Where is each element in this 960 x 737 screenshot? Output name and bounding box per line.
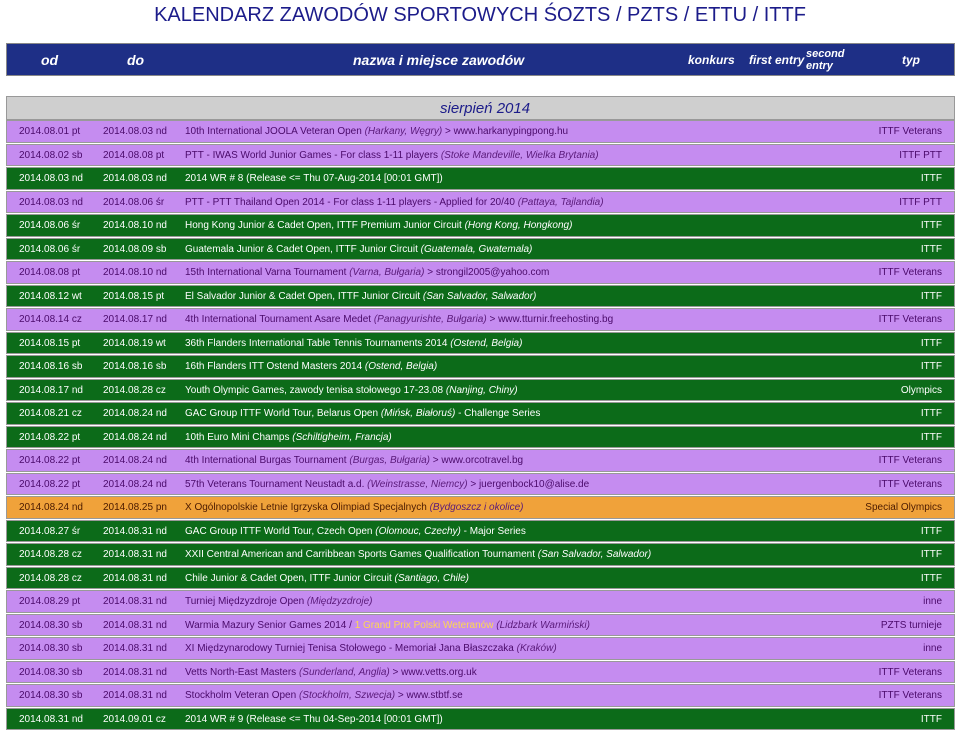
event-location: (Olomouc, Czechy) <box>375 525 461 537</box>
event-table <box>6 120 955 731</box>
table-row <box>6 120 955 143</box>
event-location: (Ostend, Belgia) <box>450 337 523 349</box>
table-row <box>6 144 955 167</box>
event-name: Guatemala Junior & Cadet Open, ITTF Junior Circuit <box>185 243 418 255</box>
date-from: 2014.08.24 nd <box>19 502 83 513</box>
event-cell <box>185 215 572 236</box>
event-name: PTT - PTT Thailand Open 2014 - For class 1-11 players - Applied for 20/40 <box>185 196 515 208</box>
table-row <box>6 167 955 190</box>
table-row <box>6 332 955 355</box>
event-name: Turniej Międzyzdroje Open <box>185 596 305 607</box>
event-cell <box>185 356 437 377</box>
event-cell <box>185 497 524 518</box>
date-to: 2014.08.10 nd <box>103 220 167 231</box>
event-name: 2014 WR # 9 (Release <= Thu 04-Sep-2014 [00:01 GMT]) <box>185 713 443 725</box>
header-do: do <box>127 51 145 68</box>
header-od: od <box>41 51 59 68</box>
event-type: ITTF Veterans <box>878 126 942 137</box>
table-row <box>6 285 955 308</box>
event-location: (San Salvador, Salwador) <box>422 290 537 302</box>
date-from: 2014.08.15 pt <box>19 337 81 349</box>
table-row <box>6 261 955 284</box>
event-name: Youth Olympic Games, zawody tenisa stołowego 17-23.08 <box>185 384 444 396</box>
date-from: 2014.08.22 pt <box>19 431 81 443</box>
event-cell <box>185 638 557 659</box>
event-name: El Salvador Junior & Cadet Open, ITTF Junior Circuit <box>185 290 421 302</box>
event-location: (Santiago, Chile) <box>394 572 470 584</box>
event-location: (Nanjing, Chiny) <box>445 384 518 396</box>
event-name: 4th International Tournament Asare Medet <box>185 314 372 325</box>
event-name: Stockholm Veteran Open <box>185 690 297 701</box>
event-type: ITTF <box>920 173 942 184</box>
date-from: 2014.08.22 pt <box>19 478 81 490</box>
event-location: (Weinstrasse, Niemcy) <box>367 478 468 490</box>
event-cell <box>185 709 443 730</box>
event-type: ITTF PTT <box>899 149 942 161</box>
date-from: 2014.08.16 sb <box>19 361 83 372</box>
date-from: 2014.08.06 śr <box>19 243 81 255</box>
event-name: 2014 WR # 8 (Release <= Thu 07-Aug-2014 [00:01 GMT]) <box>185 173 443 184</box>
date-from: 2014.08.17 nd <box>19 384 83 396</box>
date-from: 2014.08.28 cz <box>19 549 82 560</box>
table-header <box>6 43 955 76</box>
date-from: 2014.08.30 sb <box>19 619 83 631</box>
event-type: ITTF <box>920 431 942 443</box>
table-row <box>6 567 955 590</box>
event-cell <box>185 145 599 166</box>
date-from: 2014.08.30 sb <box>19 666 83 678</box>
event-type: ITTF Veterans <box>878 478 942 490</box>
header-typ: typ <box>902 52 920 67</box>
date-from: 2014.08.28 cz <box>19 572 82 584</box>
table-row <box>6 637 955 660</box>
table-row <box>6 708 955 731</box>
date-to: 2014.08.15 pt <box>103 290 165 302</box>
date-to: 2014.08.31 nd <box>103 666 167 678</box>
event-cell <box>185 568 469 589</box>
date-to: 2014.08.24 nd <box>103 408 167 419</box>
event-name: 10th Euro Mini Champs <box>185 431 290 443</box>
event-type: ITTF <box>920 361 942 372</box>
header-second-line2: entry <box>806 59 833 72</box>
date-from: 2014.08.21 cz <box>19 408 82 419</box>
date-to: 2014.08.09 sb <box>103 243 167 255</box>
event-location: (Międzyzdroje) <box>306 596 373 607</box>
event-highlight: 1 Grand Prix Polski Weteranów <box>354 619 494 631</box>
table-row <box>6 684 955 707</box>
page-title: KALENDARZ ZAWODÓW SPORTOWYCH ŚOZTS / PZTS / ETTU / ITTF <box>154 4 806 26</box>
event-link[interactable]: > www.tturnir.freehosting.bg <box>486 314 614 325</box>
event-link[interactable]: > www.stbtf.se <box>395 690 463 701</box>
event-cell <box>185 427 392 448</box>
event-type: ITTF <box>920 408 942 419</box>
event-location: (Sunderland, Anglia) <box>298 666 390 678</box>
event-cell <box>185 239 532 260</box>
table-row <box>6 238 955 261</box>
date-from: 2014.08.01 pt <box>19 126 81 137</box>
event-name: 36th Flanders International Table Tennis Tournaments 2014 <box>185 337 448 349</box>
event-name: XI Międzynarodowy Turniej Tenisa Stołowego - Memoriał Jana Błaszczaka <box>185 643 514 654</box>
table-row <box>6 520 955 543</box>
event-type: ITTF Veterans <box>878 690 942 701</box>
date-to: 2014.08.28 cz <box>103 384 166 396</box>
event-cell <box>185 521 526 542</box>
event-type: ITTF <box>920 220 942 231</box>
date-to: 2014.08.19 wt <box>103 337 166 349</box>
date-to: 2014.08.10 nd <box>103 267 167 278</box>
table-row <box>6 379 955 402</box>
event-type: PZTS turnieje <box>880 619 942 631</box>
event-type: ITTF PTT <box>899 196 942 208</box>
date-to: 2014.08.24 nd <box>103 478 167 490</box>
event-type: ITTF Veterans <box>878 314 942 325</box>
event-type: ITTF <box>920 549 942 560</box>
event-location: (San Salvador, Salwador) <box>537 549 652 560</box>
event-cell <box>185 262 549 283</box>
event-name: Chile Junior & Cadet Open, ITTF Junior Circuit <box>185 572 392 584</box>
event-name: PTT - IWAS World Junior Games - For class 1-11 players <box>185 149 439 161</box>
event-type: Special Olympics <box>865 502 942 513</box>
date-from: 2014.08.03 nd <box>19 173 83 184</box>
event-type: ITTF Veterans <box>878 267 942 278</box>
header-second-entry <box>806 44 845 75</box>
event-cell <box>185 474 589 495</box>
event-location: (Guatemala, Gwatemala) <box>420 243 533 255</box>
event-location: (Hong Kong, Hongkong) <box>464 220 573 231</box>
event-location: (Pattaya, Tajlandia) <box>517 196 604 208</box>
date-to: 2014.08.31 nd <box>103 596 167 607</box>
event-location: (Stockholm, Szwecja) <box>298 690 396 701</box>
event-link[interactable]: - Major Series <box>460 525 526 537</box>
header-second-line1: second <box>806 47 845 60</box>
event-location: (Lidzbark Warmiński) <box>496 619 590 631</box>
date-to: 2014.08.31 nd <box>103 525 167 537</box>
event-cell <box>185 450 523 471</box>
date-to: 2014.08.24 nd <box>103 455 167 466</box>
table-row <box>6 191 955 214</box>
event-link[interactable]: > strongil2005@yahoo.com <box>424 267 550 278</box>
event-type: inne <box>923 643 942 654</box>
event-link[interactable]: - Challenge Series <box>455 408 541 419</box>
date-to: 2014.09.01 cz <box>103 713 166 725</box>
date-to: 2014.08.31 nd <box>103 643 167 654</box>
event-location: (Stoke Mandeville, Wielka Brytania) <box>440 149 599 161</box>
table-row <box>6 661 955 684</box>
event-name: 10th International JOOLA Veteran Open <box>185 126 362 137</box>
header-konkurs: konkurs <box>688 52 735 67</box>
date-to: 2014.08.25 pn <box>103 502 167 513</box>
event-link[interactable]: > juergenbock10@alise.de <box>467 478 590 490</box>
event-name: XXII Central American and Carribbean Sports Games Qualification Tournament <box>185 549 535 560</box>
date-from: 2014.08.30 sb <box>19 690 83 701</box>
event-link[interactable]: > www.harkanypingpong.hu <box>442 126 569 137</box>
event-name: Vetts North-East Masters <box>185 666 297 678</box>
event-cell <box>185 685 463 706</box>
date-from: 2014.08.12 wt <box>19 290 82 302</box>
event-cell <box>185 121 568 142</box>
event-name: 16th Flanders ITT Ostend Masters 2014 <box>185 361 363 372</box>
event-name: 57th Veterans Tournament Neustadt a.d. <box>185 478 365 490</box>
event-type: ITTF <box>920 243 942 255</box>
event-cell <box>185 662 477 683</box>
date-to: 2014.08.31 nd <box>103 619 167 631</box>
event-cell <box>185 403 540 424</box>
date-from: 2014.08.30 sb <box>19 643 83 654</box>
date-to: 2014.08.03 nd <box>103 126 167 137</box>
date-from: 2014.08.22 pt <box>19 455 81 466</box>
event-location: (Harkany, Węgry) <box>364 126 443 137</box>
header-first-entry: first entry <box>749 52 805 67</box>
event-name: 4th International Burgas Tournament <box>185 455 347 466</box>
event-location: (Panagyurishte, Bułgaria) <box>373 314 487 325</box>
month-heading <box>6 96 955 120</box>
date-to: 2014.08.31 nd <box>103 572 167 584</box>
date-to: 2014.08.31 nd <box>103 690 167 701</box>
event-type: ITTF <box>920 290 942 302</box>
date-from: 2014.08.02 sb <box>19 149 83 161</box>
date-to: 2014.08.06 śr <box>103 196 165 208</box>
event-cell <box>185 615 590 636</box>
event-name: X Ogólnopolskie Letnie Igrzyska Olimpiad Specjalnych <box>185 502 427 513</box>
table-row <box>6 426 955 449</box>
header-name: nazwa i miejsce zawodów <box>353 51 525 68</box>
date-to: 2014.08.24 nd <box>103 431 167 443</box>
date-to: 2014.08.16 sb <box>103 361 167 372</box>
event-type: ITTF <box>920 337 942 349</box>
event-name: Warmia Mazury Senior Games 2014 / <box>185 619 355 631</box>
event-cell <box>185 544 651 565</box>
table-row <box>6 449 955 472</box>
date-from: 2014.08.06 śr <box>19 220 81 231</box>
table-row <box>6 496 955 519</box>
event-location: (Kraków) <box>516 643 557 654</box>
event-name: GAC Group ITTF World Tour, Czech Open <box>185 525 373 537</box>
table-row <box>6 214 955 237</box>
event-cell <box>185 380 518 401</box>
event-cell <box>185 333 522 354</box>
event-type: ITTF <box>920 572 942 584</box>
event-type: ITTF <box>920 713 942 725</box>
table-row <box>6 590 955 613</box>
event-cell <box>185 591 373 612</box>
event-location: (Mińsk, Białoruś) <box>380 408 456 419</box>
event-name: GAC Group ITTF World Tour, Belarus Open <box>185 408 379 419</box>
event-cell <box>185 168 443 189</box>
event-type: ITTF Veterans <box>878 666 942 678</box>
month-label: sierpień 2014 <box>440 100 531 117</box>
date-to: 2014.08.31 nd <box>103 549 167 560</box>
table-row <box>6 355 955 378</box>
date-from: 2014.08.31 nd <box>19 713 83 725</box>
event-location: (Burgas, Bułgaria) <box>349 455 430 466</box>
event-name: 15th International Varna Tournament <box>185 267 347 278</box>
date-to: 2014.08.17 nd <box>103 314 167 325</box>
date-to: 2014.08.03 nd <box>103 173 167 184</box>
event-location: (Ostend, Belgia) <box>364 361 438 372</box>
event-location: (Schiltigheim, Francja) <box>292 431 392 443</box>
date-from: 2014.08.14 cz <box>19 314 82 325</box>
event-cell <box>185 192 604 213</box>
date-from: 2014.08.29 pt <box>19 596 81 607</box>
event-type: Olympics <box>900 384 942 396</box>
event-link[interactable]: > www.orcotravel.bg <box>429 455 524 466</box>
table-row <box>6 473 955 496</box>
date-from: 2014.08.27 śr <box>19 525 81 537</box>
date-from: 2014.08.03 nd <box>19 196 83 208</box>
event-name: Hong Kong Junior & Cadet Open, ITTF Premium Junior Circuit <box>185 220 462 231</box>
event-type: inne <box>923 596 942 607</box>
table-row <box>6 543 955 566</box>
event-type: ITTF Veterans <box>878 455 942 466</box>
event-cell <box>185 309 613 330</box>
date-to: 2014.08.08 pt <box>103 149 165 161</box>
table-row <box>6 402 955 425</box>
event-link[interactable]: > www.vetts.org.uk <box>389 666 477 678</box>
table-row <box>6 308 955 331</box>
table-row <box>6 614 955 637</box>
event-location: (Bydgoszcz i okolice) <box>429 502 524 513</box>
event-cell <box>185 286 536 307</box>
date-from: 2014.08.08 pt <box>19 267 81 278</box>
event-location: (Varna, Bułgaria) <box>349 267 425 278</box>
event-type: ITTF <box>920 525 942 537</box>
